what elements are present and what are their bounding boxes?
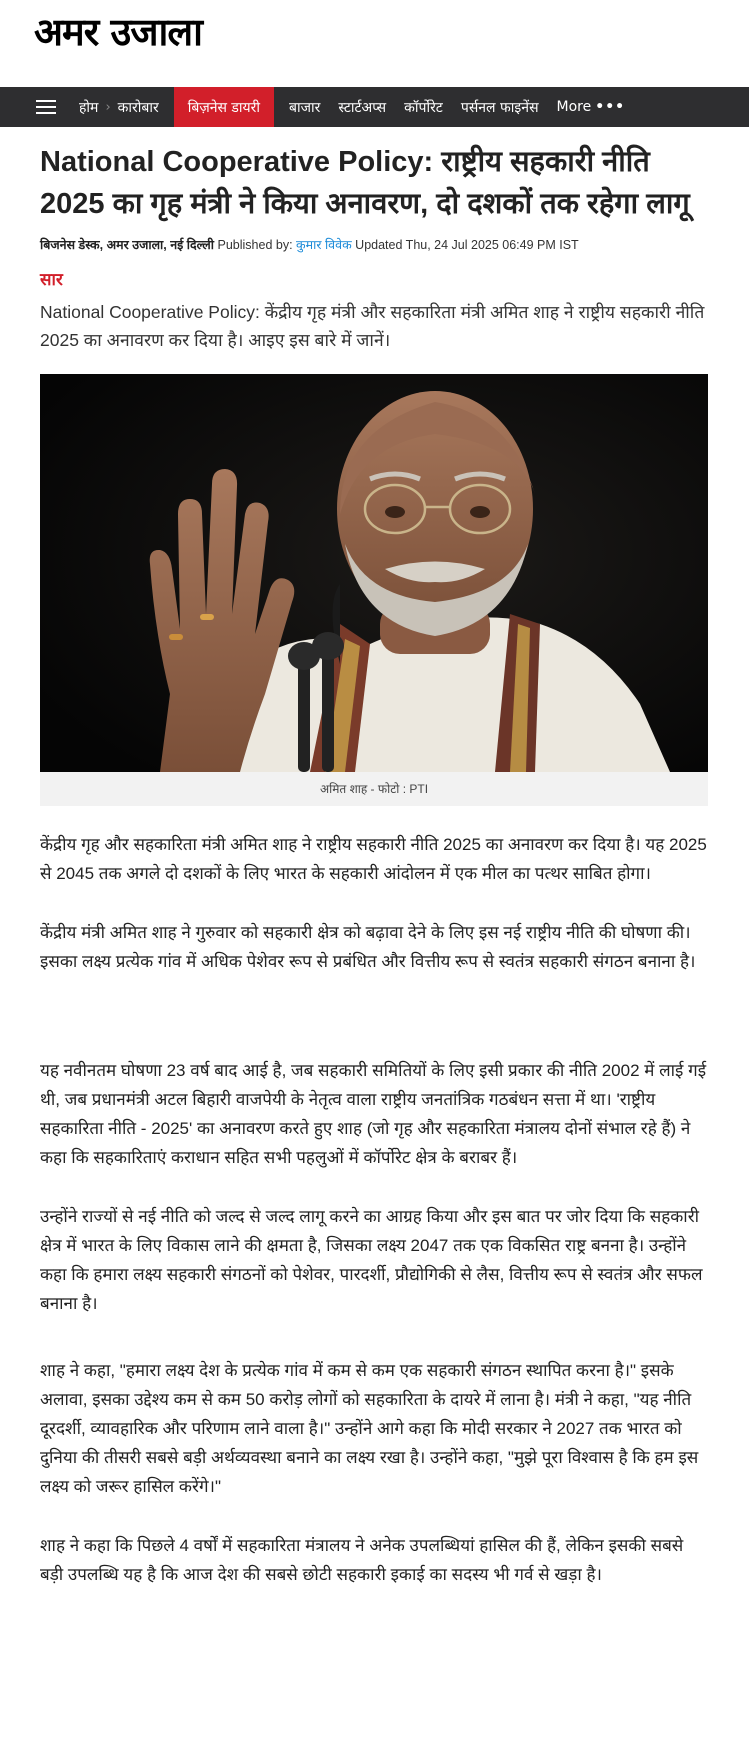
nav-item-corporate[interactable]: कॉर्पोरेट bbox=[404, 99, 443, 116]
article-body bbox=[40, 830, 708, 1589]
nav-item-home[interactable]: होम bbox=[79, 99, 99, 116]
article-container bbox=[40, 127, 708, 1589]
nav-item-more[interactable] bbox=[548, 87, 635, 127]
article-paragraph: शाह ने कहा कि पिछले 4 वर्षों में सहकारिता मंत्रालय ने अनेक उपलब्धियां हासिल की हैं, लेकिन इसकी सबसे बड़ी उपलब्धि यह है कि आज देश की सबसे छोटी सहकारी इकाई का सदस्य भी गर्व से खड़ा है। bbox=[40, 1536, 684, 1584]
chevron-right-icon: › bbox=[105, 99, 111, 115]
site-logo[interactable]: अमर उजाला bbox=[34, 10, 202, 54]
photo-caption: अमित शाह - फोटो : PTI bbox=[40, 772, 708, 806]
article-paragraph: उन्होंने राज्यों से नई नीति को जल्द से जल्द लागू करने का आग्रह किया और इस बात पर जोर दिया कि सहकारी क्षेत्र में भारत के लिए विकास लाने की क्षमता है, जिसका लक्ष्य 2047 तक एक विकसित राष्ट्र बनना है। उन्होंने कहा कि हमारा लक्ष्य सहकारी संगठनों को पेशेवर, पारदर्शी, प्रौद्योगिकी से लैस, वित्तीय रूप से स्वतंत्र और सफल बनाना है। bbox=[40, 1207, 703, 1313]
article-title: National Cooperative Policy: राष्ट्रीय सहकारी नीति 2025 का गृह मंत्री ने किया अनावरण, दो दशकों तक रहेगा लागू bbox=[40, 146, 690, 220]
site-header bbox=[0, 0, 749, 87]
author-link[interactable]: कुमार विवेक bbox=[296, 238, 352, 252]
byline-desk: बिजनेस डेस्क, अमर उजाला, नई दिल्ली bbox=[40, 238, 215, 252]
article-paragraph: शाह ने कहा, "हमारा लक्ष्य देश के प्रत्येक गांव में कम से कम एक सहकारी संगठन स्थापित करना है।" इसके अलावा, इसका उद्देश्य कम से कम 50 करोड़ लोगों को सहकारिता के दायरे में लाना है। मंत्री ने कहा, "यह नीति दूरदर्शी, व्यावहारिक और परिणाम लाने वाला है।" उन्होंने आगे कहा कि मोदी सरकार ने 2027 तक भारत को दुनिया की तीसरी सबसे बड़ी अर्थव्यवस्था बनाने का लक्ष्य रखा है। उन्होंने कहा, "मुझे पूरा विश्वास है कि हम इस लक्ष्य को जरूर हासिल करेंगे।" bbox=[40, 1361, 699, 1496]
more-dots-icon: ••• bbox=[595, 99, 626, 115]
main-nav bbox=[0, 87, 749, 127]
nav-item-personal-finance[interactable]: पर्सनल फाइनेंस bbox=[460, 99, 539, 116]
summary-heading: सार bbox=[40, 270, 63, 289]
nav-more-label: More bbox=[556, 99, 592, 115]
article-summary: National Cooperative Policy: केंद्रीय गृह मंत्री और सहकारिता मंत्री अमित शाह ने राष्ट्रीय सहकारी नीति 2025 का अनावरण कर दिया है। आइए इस बारे में जानें। bbox=[40, 302, 705, 350]
article-paragraph: केंद्रीय गृह और सहकारिता मंत्री अमित शाह ने राष्ट्रीय सहकारी नीति 2025 का अनावरण कर दिया है। यह 2025 से 2045 तक अगले दो दशकों के लिए भारत के सहकारी आंदोलन में एक मील का पत्थर साबित होगा। bbox=[40, 835, 707, 883]
updated-timestamp: Updated Thu, 24 Jul 2025 06:49 PM IST bbox=[355, 238, 579, 252]
nav-item-business[interactable]: कारोबार bbox=[117, 99, 159, 116]
published-by-label: Published by: bbox=[217, 238, 293, 252]
nav-item-business-diary[interactable]: बिज़नेस डायरी bbox=[174, 87, 274, 127]
nav-item-startups[interactable]: स्टार्टअप्स bbox=[338, 99, 387, 116]
byline bbox=[40, 235, 708, 255]
article-paragraph: यह नवीनतम घोषणा 23 वर्ष बाद आई है, जब सहकारी समितियों के लिए इसी प्रकार की नीति 2002 में लाई गई थी, जब प्रधानमंत्री अटल बिहारी वाजपेयी के नेतृत्व वाला राष्ट्रीय जनतांत्रिक गठबंधन सत्ता में था। 'राष्ट्रीय सहकारिता नीति - 2025' का अनावरण करते हुए शाह (जो गृह और सहकारिता मंत्रालय दोनों संभाल रहे हैं) ने कहा कि सहकारिताएं कराधान सहित सभी पहलुओं में कॉर्पोरेट क्षेत्र के बराबर हैं। bbox=[40, 1061, 707, 1167]
article-paragraph: केंद्रीय मंत्री अमित शाह ने गुरुवार को सहकारी क्षेत्र को बढ़ावा देने के लिए इस नई राष्ट्रीय नीति की घोषणा की। इसका लक्ष्य प्रत्येक गांव में अधिक पेशेवर रूप से प्रबंधित और वित्तीय रूप से स्वतंत्र सहकारी संगठन बनाना है। bbox=[40, 923, 696, 971]
hamburger-icon[interactable] bbox=[36, 100, 56, 114]
article-photo bbox=[40, 374, 708, 772]
nav-item-market[interactable]: बाजार bbox=[289, 99, 321, 116]
